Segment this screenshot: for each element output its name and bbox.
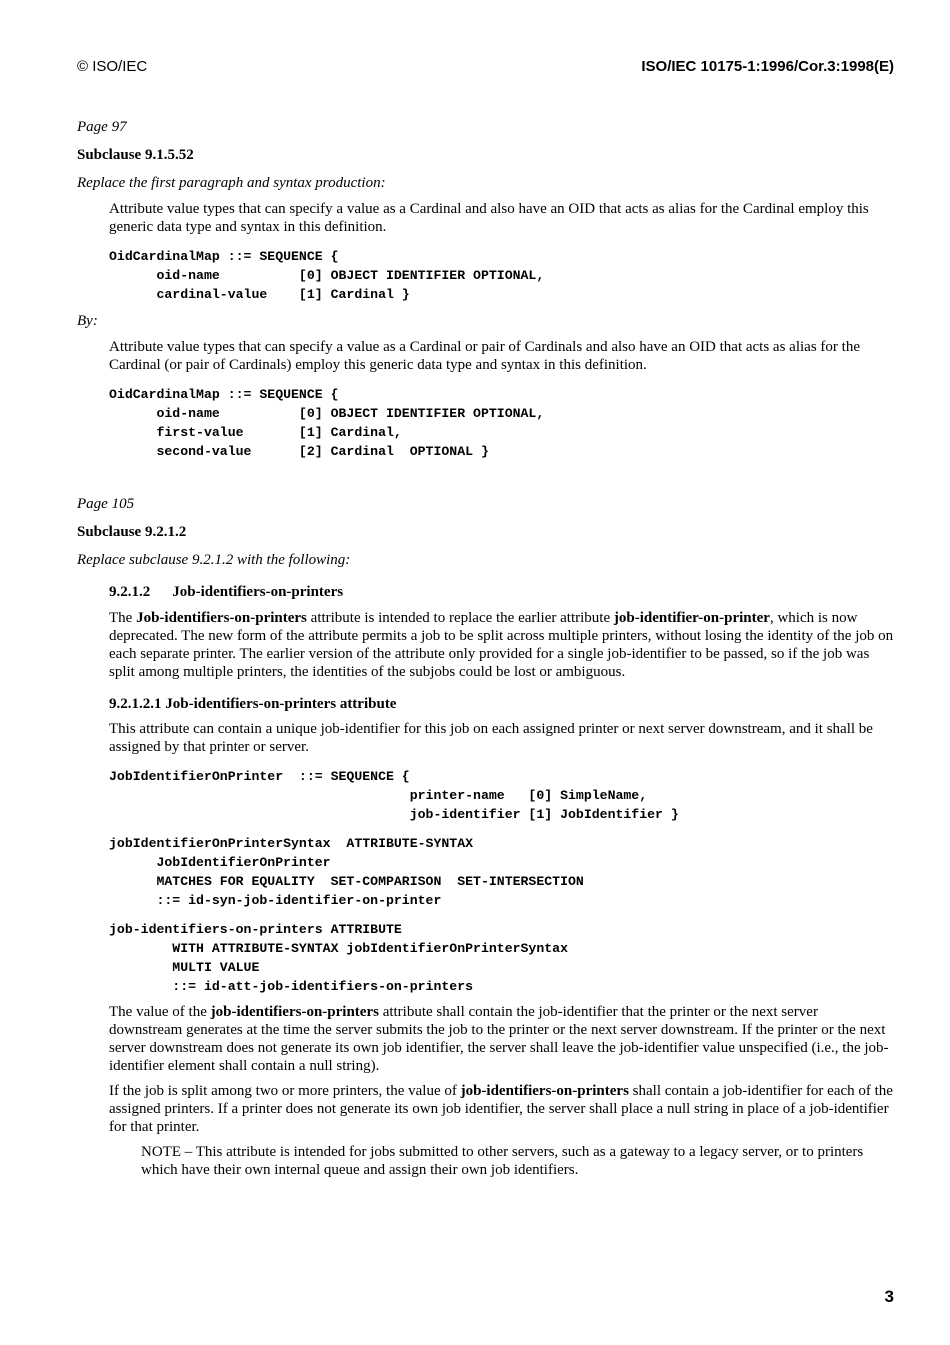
page-number: 3 [884,1287,894,1306]
attribute-description: This attribute can contain a unique job-identifier for this job on each assigned printer or next server downstream, and it shall be assigned by that printer or server. [109,721,873,755]
old-paragraph: Attribute value types that can specify a value as a Cardinal and also have an OID that acts as alias for the Cardinal employ this generic data type and syntax in this definition. [109,201,869,235]
page-ref-97: Page 97 [77,119,127,135]
old-syntax-code: OidCardinalMap ::= SEQUENCE { oid-name [0] OBJECT IDENTIFIER OPTIONAL, cardinal-value [1] Cardinal } [109,249,545,302]
note-paragraph: NOTE – This attribute is intended for jobs submitted to other servers, such as a gateway to a legacy server, or to printers which have their own internal queue and assign their own job identifiers. [141,1144,864,1178]
subclause-9-1-5-52: Subclause 9.1.5.52 [77,147,194,163]
subclause-9-2-1-2: Subclause 9.2.1.2 [77,524,187,540]
header-standard-id: ISO/IEC 10175-1:1996/Cor.3:1998(E) [641,58,894,75]
replace-subclause-instruction: Replace subclause 9.2.1.2 with the following: [77,552,351,568]
clause-title: Job-identifiers-on-printers [172,584,344,600]
job-identifier-sequence-code: JobIdentifierOnPrinter ::= SEQUENCE { printer-name [0] SimpleName, job-identifier [1] JobIdentifier } [109,769,679,822]
value-paragraph: The value of the job-identifiers-on-printers attribute shall contain the job-identifier that the printer or the next server downstream generates at the time the server submits the job to the printer or the next server downstream. If the printer or the next server downstream does not generate its own job identifier, the server shall leave the job-identifier value unspecified (i.e., the job-identifier element shall contain a null string). [109,1004,889,1074]
by-label: By: [77,313,98,329]
split-paragraph: If the job is split among two or more printers, the value of job-identifiers-on-printers shall contain a job-identifier for each of the assigned printers. If a printer does not generate its own job identifier, the server shall place a null string in place of a job-identifier for that printer. [109,1083,893,1135]
page-ref-105: Page 105 [77,496,135,512]
clause-number: 9.2.1.2 [109,584,151,600]
clause-heading [109,584,343,601]
syntax-definition-code: jobIdentifierOnPrinterSyntax ATTRIBUTE-SYNTAX JobIdentifierOnPrinter MATCHES FOR EQUALITY SET-COMPARISON SET-INTERSECTION ::= id-syn-job-identifier-on-printer [109,836,584,908]
intro-paragraph: The Job-identifiers-on-printers attribute is intended to replace the earlier attribute job-identifier-on-printer, which is now deprecated. The new form of the attribute permits a job to be split across multiple printers, without losing the identity of the job on each separate printer. The earlier version of the attribute only provided for a single job-identifier to be passed, so if the job was split among multiple printers, the identities of the subjobs could be lost or ambiguous. [109,610,894,680]
attribute-definition-code: job-identifiers-on-printers ATTRIBUTE WITH ATTRIBUTE-SYNTAX jobIdentifierOnPrinterSyntax MULTI VALUE ::= id-att-job-identifiers-on-printers [109,922,568,994]
subclause-heading-9-2-1-2-1: 9.2.1.2.1 Job-identifiers-on-printers attribute [109,696,397,712]
new-syntax-code: OidCardinalMap ::= SEQUENCE { oid-name [0] OBJECT IDENTIFIER OPTIONAL, first-value [1] Cardinal, second-value [2] Cardinal OPTIONAL } [109,387,545,459]
new-paragraph: Attribute value types that can specify a value as a Cardinal or pair of Cardinals and also have an OID that acts as alias for the Cardinal (or pair of Cardinals) employ this generic data type and syntax in this definition. [109,339,860,373]
header-copyright: © ISO/IEC [77,58,148,75]
replace-instruction: Replace the first paragraph and syntax production: [77,175,386,191]
